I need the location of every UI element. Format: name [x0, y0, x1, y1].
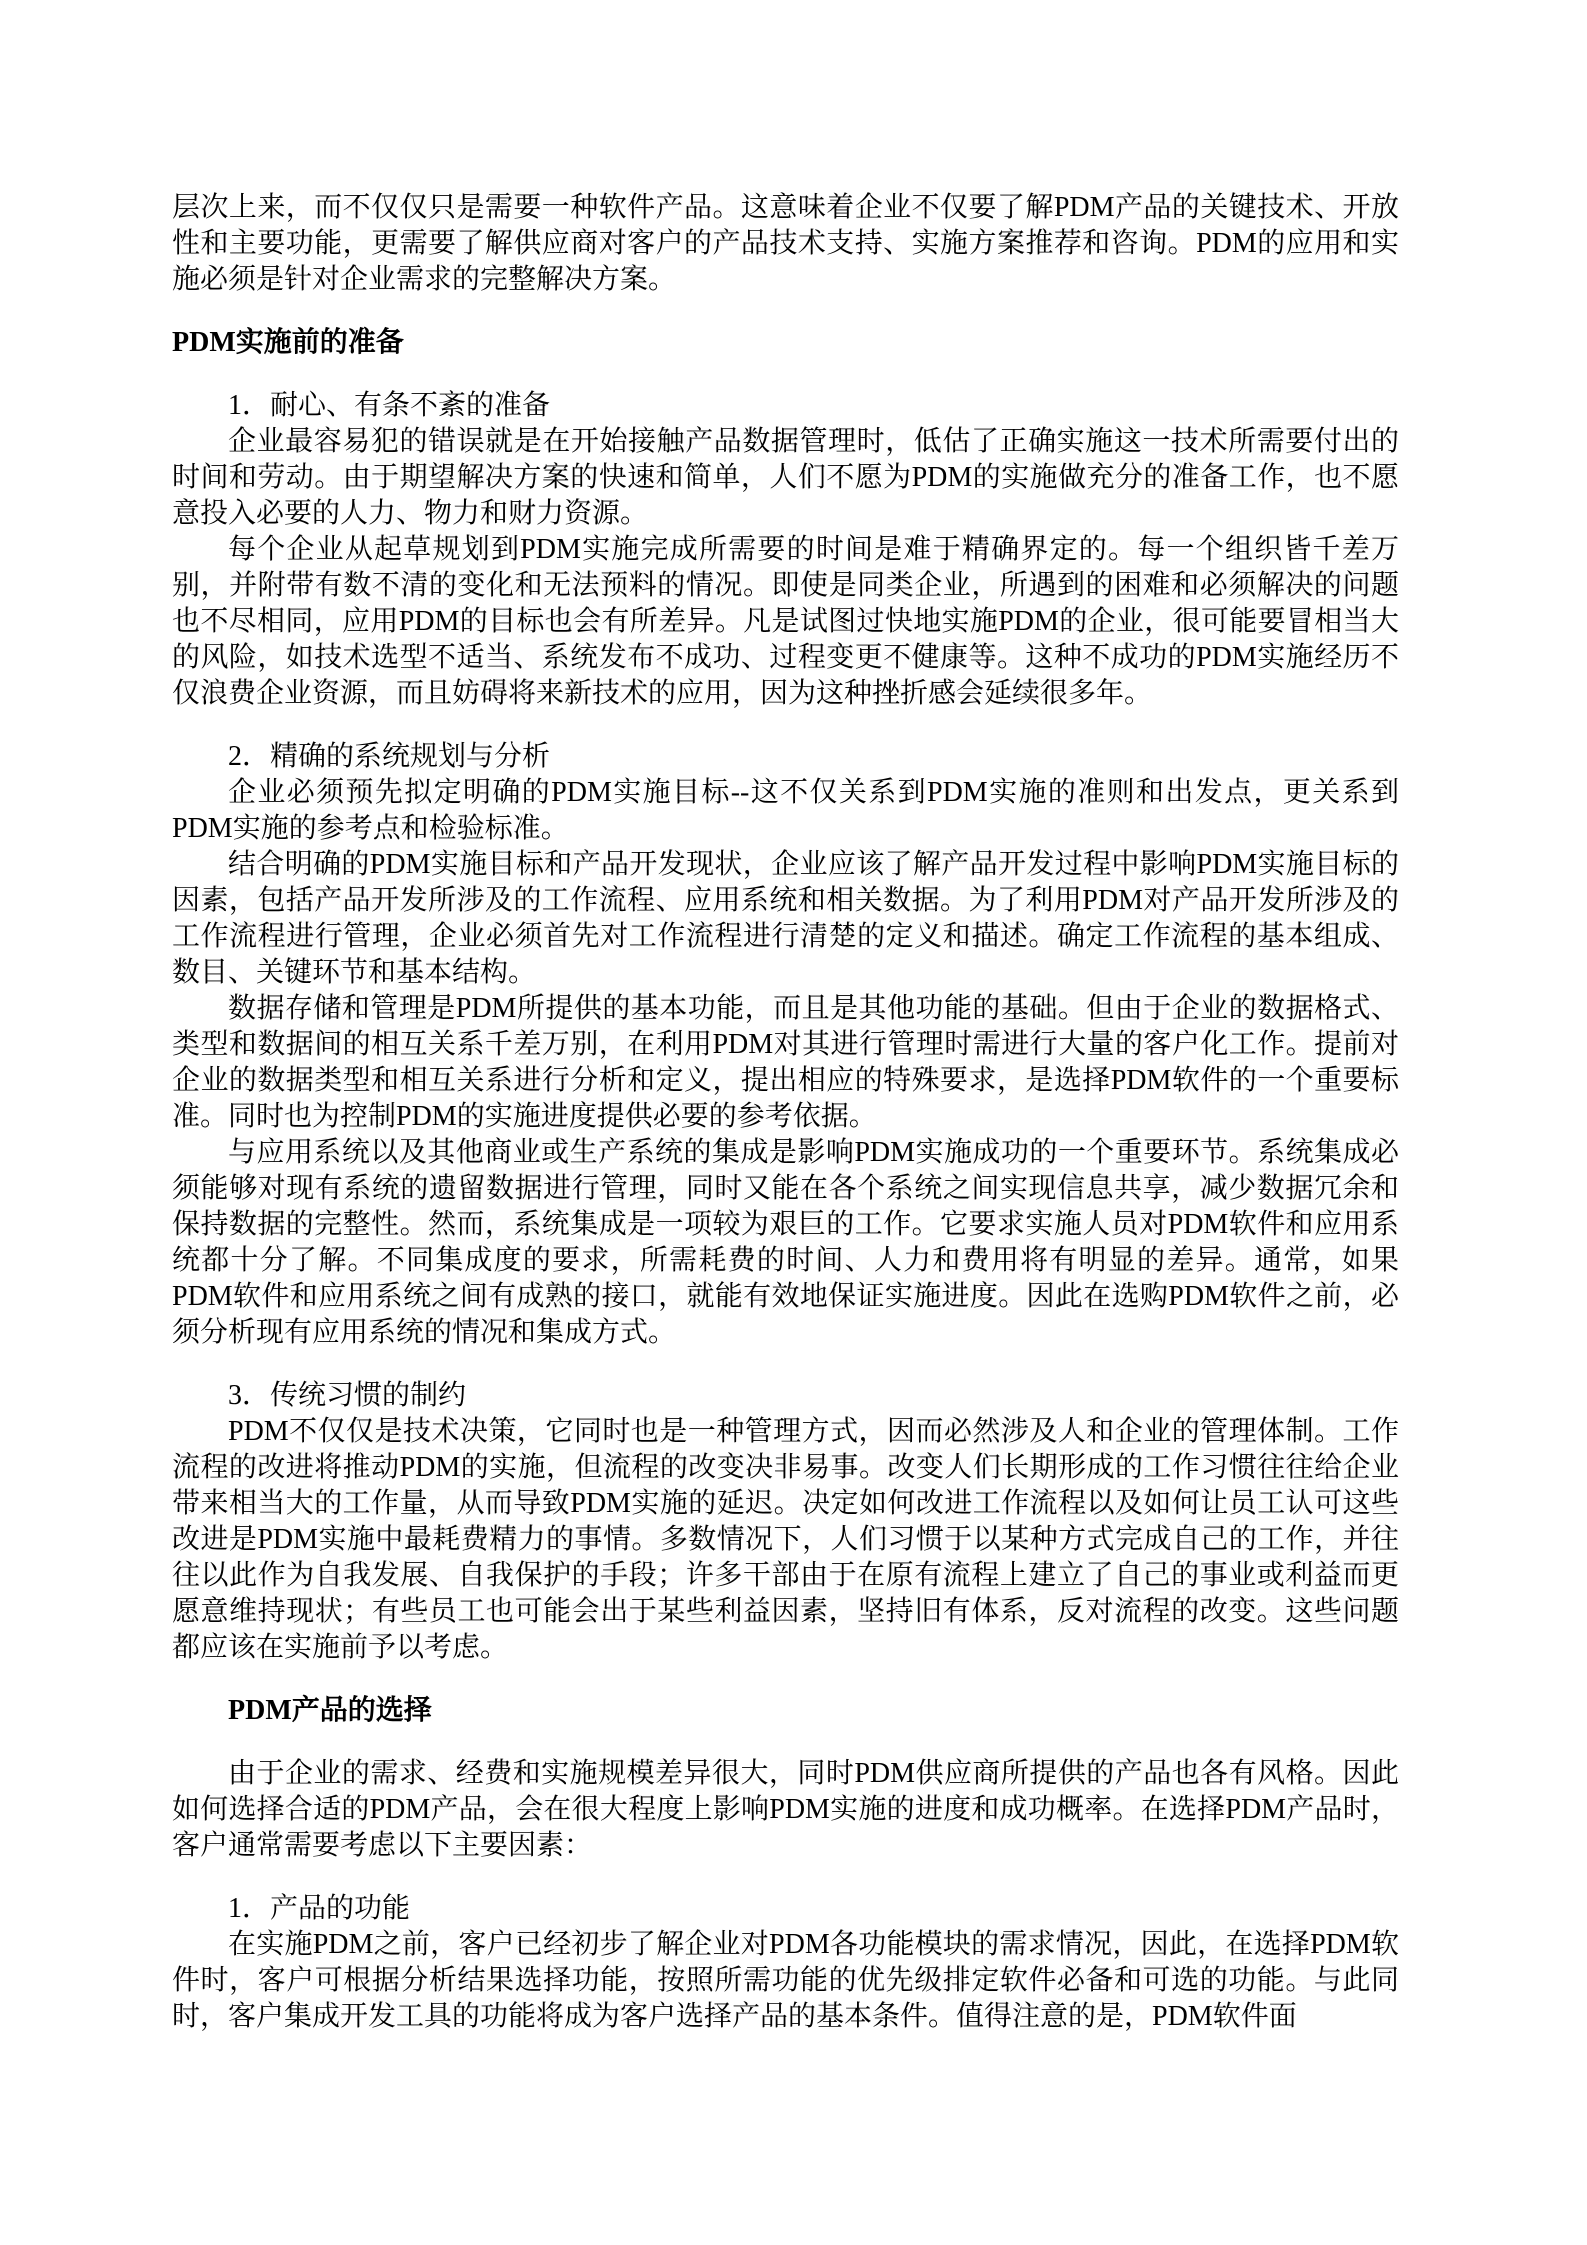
blank-line	[172, 298, 1399, 325]
blank-line	[172, 361, 1399, 388]
blank-line	[172, 1351, 1399, 1378]
continued-paragraph: 层次上来，而不仅仅只是需要一种软件产品。这意味着企业不仅要了解PDM产品的关键技术、开放性和主要功能，更需要了解供应商对客户的产品技术支持、实施方案推荐和咨询。PDM的应用和实施必须是针对企业需求的完整解决方案。	[172, 192, 1399, 295]
subsection-title-product-function: 1．产品的功能	[228, 1893, 411, 1924]
blank-line	[172, 1666, 1399, 1693]
blank-line	[172, 1729, 1399, 1756]
section-heading-selection: PDM产品的选择	[228, 1695, 432, 1726]
subsection-title-1: 1．耐心、有条不紊的准备	[228, 390, 551, 421]
paragraph: 由于企业的需求、经费和实施规模差异很大，同时PDM供应商所提供的产品也各有风格。因此如何选择合适的PDM产品，会在很大程度上影响PDM实施的进度和成功概率。在选择PDM产品时，客户通常需要考虑以下主要因素：	[172, 1758, 1399, 1861]
blank-line	[172, 712, 1399, 739]
paragraph: 每个企业从起草规划到PDM实施完成所需要的时间是难于精确界定的。每一个组织皆千差万别，并附带有数不清的变化和无法预料的情况。即使是同类企业，所遇到的困难和必须解决的问题也不尽相同，应用PDM的目标也会有所差异。凡是试图过快地实施PDM的企业，很可能要冒相当大的风险，如技术选型不适当、系统发布不成功、过程变更不健康等。这种不成功的PDM实施经历不仅浪费企业资源，而且妨碍将来新技术的应用，因为这种挫折感会延续很多年。	[172, 534, 1399, 709]
paragraph: 在实施PDM之前，客户已经初步了解企业对PDM各功能模块的需求情况，因此，在选择PDM软件时，客户可根据分析结果选择功能，按照所需功能的优先级排定软件必备和可选的功能。与此同时，客户集成开发工具的功能将成为客户选择产品的基本条件。值得注意的是，PDM软件面	[172, 1929, 1399, 2032]
paragraph: 结合明确的PDM实施目标和产品开发现状，企业应该了解产品开发过程中影响PDM实施目标的因素，包括产品开发所涉及的工作流程、应用系统和相关数据。为了利用PDM对产品开发所涉及的工作流程进行管理，企业必须首先对工作流程进行清楚的定义和描述。确定工作流程的基本组成、数目、关键环节和基本结构。	[172, 849, 1399, 988]
paragraph: 企业最容易犯的错误就是在开始接触产品数据管理时，低估了正确实施这一技术所需要付出的时间和劳动。由于期望解决方案的快速和简单，人们不愿为PDM的实施做充分的准备工作，也不愿意投入必要的人力、物力和财力资源。	[172, 426, 1399, 529]
subsection-title-3: 3．传统习惯的制约	[228, 1380, 467, 1411]
paragraph: PDM不仅仅是技术决策，它同时也是一种管理方式，因而必然涉及人和企业的管理体制。工作流程的改进将推动PDM的实施，但流程的改变决非易事。改变人们长期形成的工作习惯往往给企业带来相当大的工作量，从而导致PDM实施的延迟。决定如何改进工作流程以及如何让员工认可这些改进是PDM实施中最耗费精力的事情。多数情况下，人们习惯于以某种方式完成自己的工作，并往往以此作为自我发展、自我保护的手段；许多干部由于在原有流程上建立了自己的事业或利益而更愿意维持现状；有些员工也可能会出于某些利益因素，坚持旧有体系，反对流程的改变。这些问题都应该在实施前予以考虑。	[172, 1416, 1399, 1663]
section-heading-preparation: PDM实施前的准备	[172, 327, 404, 358]
paragraph: 企业必须预先拟定明确的PDM实施目标--这不仅关系到PDM实施的准则和出发点，更关系到PDM实施的参考点和检验标准。	[172, 777, 1399, 844]
subsection-title-2: 2．精确的系统规划与分析	[228, 741, 551, 772]
blank-line	[172, 1864, 1399, 1891]
paragraph: 数据存储和管理是PDM所提供的基本功能，而且是其他功能的基础。但由于企业的数据格式、类型和数据间的相互关系千差万别，在利用PDM对其进行管理时需进行大量的客户化工作。提前对企业的数据类型和相互关系进行分析和定义，提出相应的特殊要求，是选择PDM软件的一个重要标准。同时也为控制PDM的实施进度提供必要的参考依据。	[172, 993, 1399, 1132]
paragraph: 与应用系统以及其他商业或生产系统的集成是影响PDM实施成功的一个重要环节。系统集成必须能够对现有系统的遗留数据进行管理，同时又能在各个系统之间实现信息共享，减少数据冗余和保持数据的完整性。然而，系统集成是一项较为艰巨的工作。它要求实施人员对PDM软件和应用系统都十分了解。不同集成度的要求，所需耗费的时间、人力和费用将有明显的差异。通常，如果PDM软件和应用系统之间有成熟的接口，就能有效地保证实施进度。因此在选购PDM软件之前，必须分析现有应用系统的情况和集成方式。	[172, 1137, 1399, 1348]
